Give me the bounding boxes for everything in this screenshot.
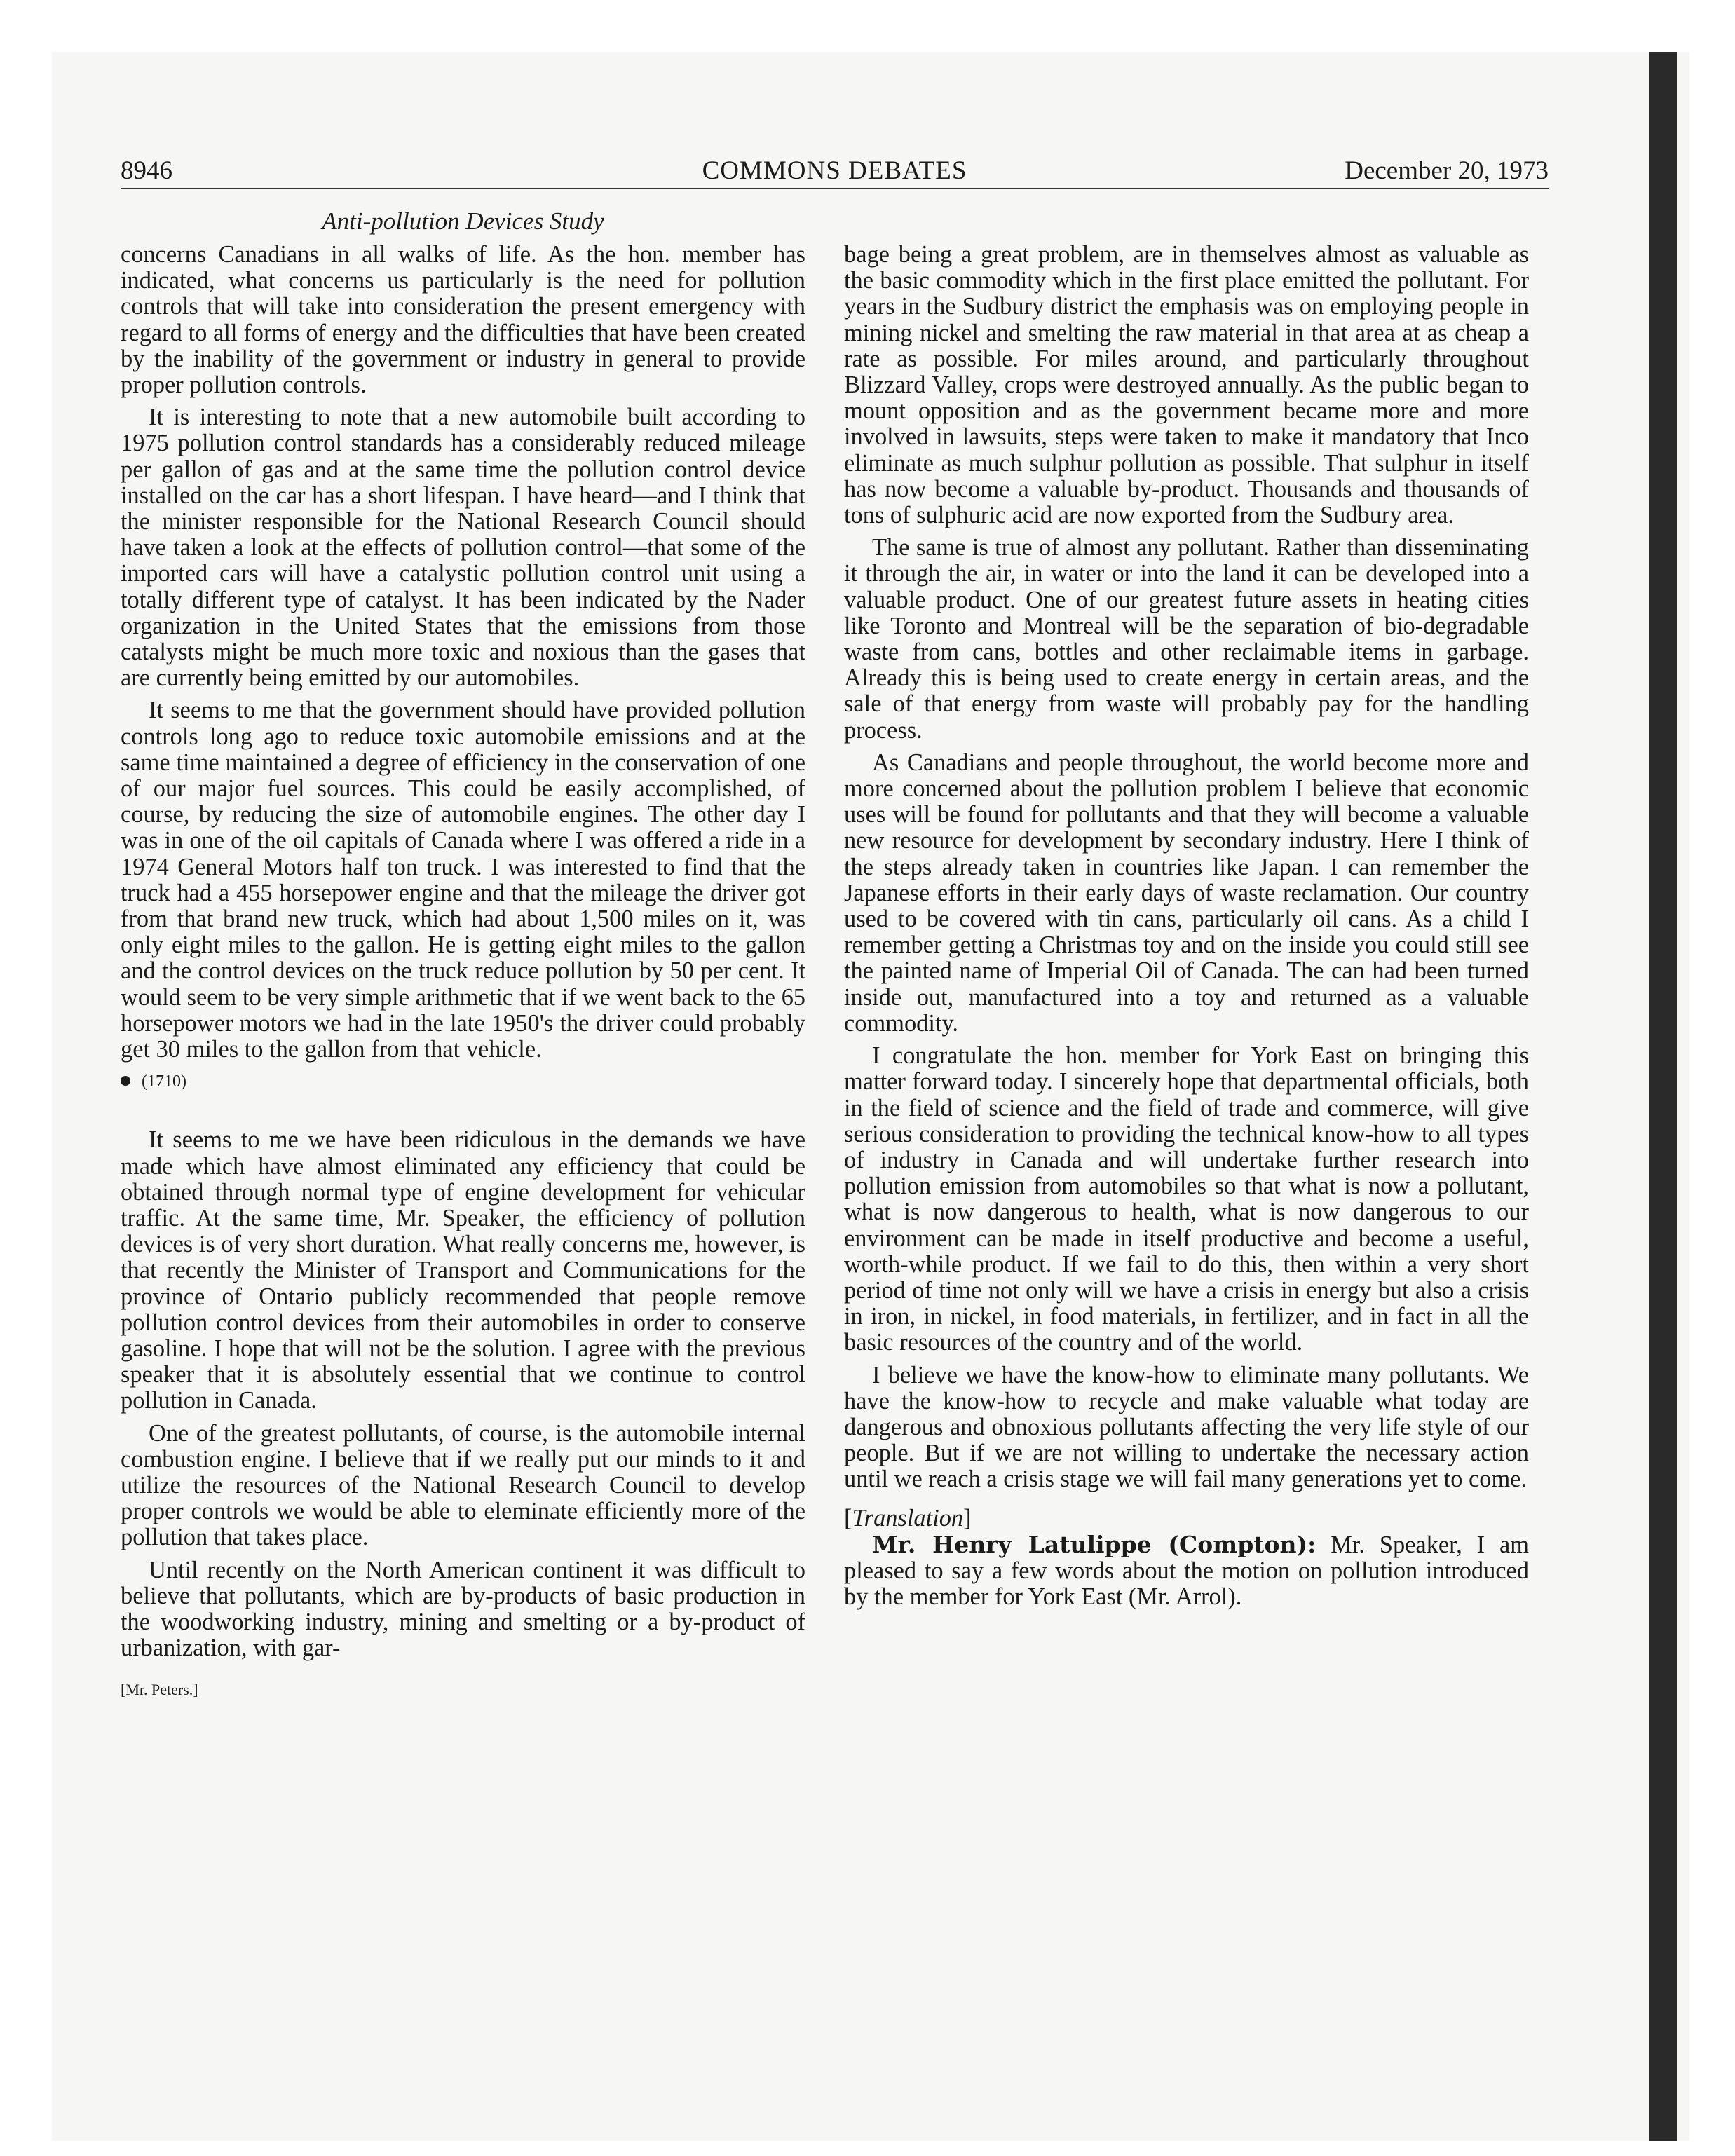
bullet-icon bbox=[121, 1076, 130, 1086]
right-column bbox=[844, 242, 1529, 1616]
paragraph: It seems to me we have been ridiculous in the demands we have made which have almost eliminated any efficiency that could be obtained through normal type of engine development for vehicular traffic. At the same time, Mr. Speaker, the efficiency of pollution devices is of very short duration. What really concerns me, however, is that recently the Minister of Transport and Communications for the province of Ontario publicly recommended that people remove pollution control devices from their automobiles in order to conserve gasoline. I hope that will not be the solution. I agree with the previous speaker that it is absolutely essential that we continue to control pollution in Canada. bbox=[121, 1126, 805, 1414]
paragraph: I congratulate the hon. member for York East on bringing this matter forward today. I sincerely hope that departmental officials, both in the field of science and the field of trade and commerce, will give serious consideration to providing the technical know-how to all types of industry in Canada and will undertake further research into pollution emission from automobiles so that what is now a pollutant, what is now dangerous to health, what is now dangerous to our environment can be made in itself productive and become a useful, worth-while product. If we fail to do this, then within a very short period of time not only will we have a crisis in energy but also a crisis in iron, in nickel, in food materials, in fertilizer, and in fact in all the basic resources of the country and of the world. bbox=[844, 1042, 1529, 1356]
paragraph: bage being a great problem, are in themselves almost as valuable as the basic commodity which in the first place emitted the pollutant. For years in the Sudbury district the emphasis was on employing people in mining nickel and smelting the raw material in that area at as cheap a rate as possible. For miles around, and particularly throughout Blizzard Valley, crops were destroyed annually. As the public began to mount opposition and as the government became more and more involved in lawsuits, steps were taken to make it mandatory that Inco eliminate as much sulphur pollution as possible. That sulphur in itself has now become a valuable by-product. Thousands and thousands of tons of sulphuric acid are now exported from the Sudbury area. bbox=[844, 241, 1529, 529]
paragraph: I believe we have the know-how to eliminate many pollutants. We have the know-how to recycle and make valuable what today are dangerous and obnoxious pollutants affecting the very life style of our people. But if we are not willing to undertake the necessary action until we reach a crisis stage we will fail many generations yet to come. bbox=[844, 1361, 1529, 1493]
section-title: Anti-pollution Devices Study bbox=[322, 207, 604, 235]
paragraph: The same is true of almost any pollutant. Rather than disseminating it through the air, in water or into the land it can be developed into a valuable product. One of our greatest future assets in heating cities like Toronto and Montreal will be the separation of bio-degradable waste from cans, bottles and other reclaimable items in garbage. Already this is being used to create energy in certain areas, and the sale of that energy from waste will probably pay for the handling process. bbox=[844, 534, 1529, 744]
speaker-name: Mr. Henry Latulippe (Compton): bbox=[872, 1530, 1316, 1558]
paragraph: Until recently on the North American continent it was difficult to believe that pollutants, which are by-products of basic production in the woodworking industry, mining and smelting or a by-product of urbanization, with gar- bbox=[121, 1556, 805, 1662]
page-number: 8946 bbox=[121, 156, 172, 185]
speech-text: Mr. Speaker, I am pleased to say a few words about the motion on pollution introduced by the member for York East (Mr. Arrol). bbox=[844, 1531, 1529, 1611]
header-date: December 20, 1973 bbox=[1345, 156, 1549, 185]
translation-note: [Translation] bbox=[844, 1504, 972, 1531]
time-marker-text: (1710) bbox=[142, 1072, 186, 1091]
paragraph: concerns Canadians in all walks of life. As the hon. member has indicated, what concerns us particularly is the need for pollution controls that will take into consideration the present emergency with regard to all forms of energy and the difficulties that have been created by the inability of the government or industry in general to provide proper pollution controls. bbox=[121, 241, 805, 399]
paragraph: As Canadians and people throughout, the world become more and more concerned about the pollution problem I believe that economic uses will be found for pollutants and that they will become a valuable new resource for development by secondary industry. Here I think of the steps already taken in countries like Japan. I can remember the Japanese efforts in their early days of waste reclamation. Our country used to be covered with tin cans, particularly oil cans. As a child I remember getting a Christmas toy and on the inside you could still see the painted name of Imperial Oil of Canada. The can had been turned inside out, manufactured into a toy and returned as a valuable commodity. bbox=[844, 749, 1529, 1037]
paragraph: It is interesting to note that a new automobile built according to 1975 pollution control standards has a considerably reduced mileage per gallon of gas and at the same time the pollution control device installed on the car has a short lifespan. I have heard—and I think that the minister responsible for the National Research Council should have taken a look at the effects of pollution control—that some of the imported cars will have a catalystic pollution control unit using a totally different type of catalyst. It has been indicated by the Nader organization in the United States that the emissions from those catalysts might be much more toxic and noxious than the gases that are currently being emitted by our automobiles. bbox=[121, 404, 805, 692]
header-rule bbox=[121, 188, 1549, 189]
translation-note-text: Translation bbox=[852, 1504, 964, 1531]
page-header bbox=[121, 156, 1549, 191]
paragraph: It seems to me that the government should have provided pollution controls long ago to reduce toxic automobile emissions and at the same time maintained a degree of efficiency in the conservation of one of our major fuel sources. This could be easily accomplished, of course, by reducing the size of automobile engines. The other day I was in one of the oil capitals of Canada where I was offered a ride in a 1974 General Motors half ton truck. I was interested to find that the truck had a 455 horsepower engine and that the mileage the driver got from that brand new truck, which had about 1,500 miles on it, was only eight miles to the gallon. He is getting eight miles to the gallon and the control devices on the truck reduce pollution by 50 per cent. It would seem to be very simple arithmetic that if we went back to the 65 horsepower motors we had in the late 1950's the driver could probably get 30 miles to the gallon from that vehicle. bbox=[121, 697, 805, 1063]
left-column bbox=[121, 242, 805, 1703]
time-marker bbox=[121, 1071, 805, 1092]
speaker-reference: [Mr. Peters.] bbox=[121, 1681, 198, 1699]
scan-edge bbox=[1649, 52, 1677, 2141]
journal-title: COMMONS DEBATES bbox=[702, 156, 967, 185]
paragraph: One of the greatest pollutants, of course, is the automobile internal combustion engine. I believe that if we really put our minds to it and utilize the resources of the National Research Council to develop proper controls we would be able to eleminate efficiently more of the pollution that takes place. bbox=[121, 1419, 805, 1551]
speech-paragraph bbox=[844, 1531, 1529, 1611]
